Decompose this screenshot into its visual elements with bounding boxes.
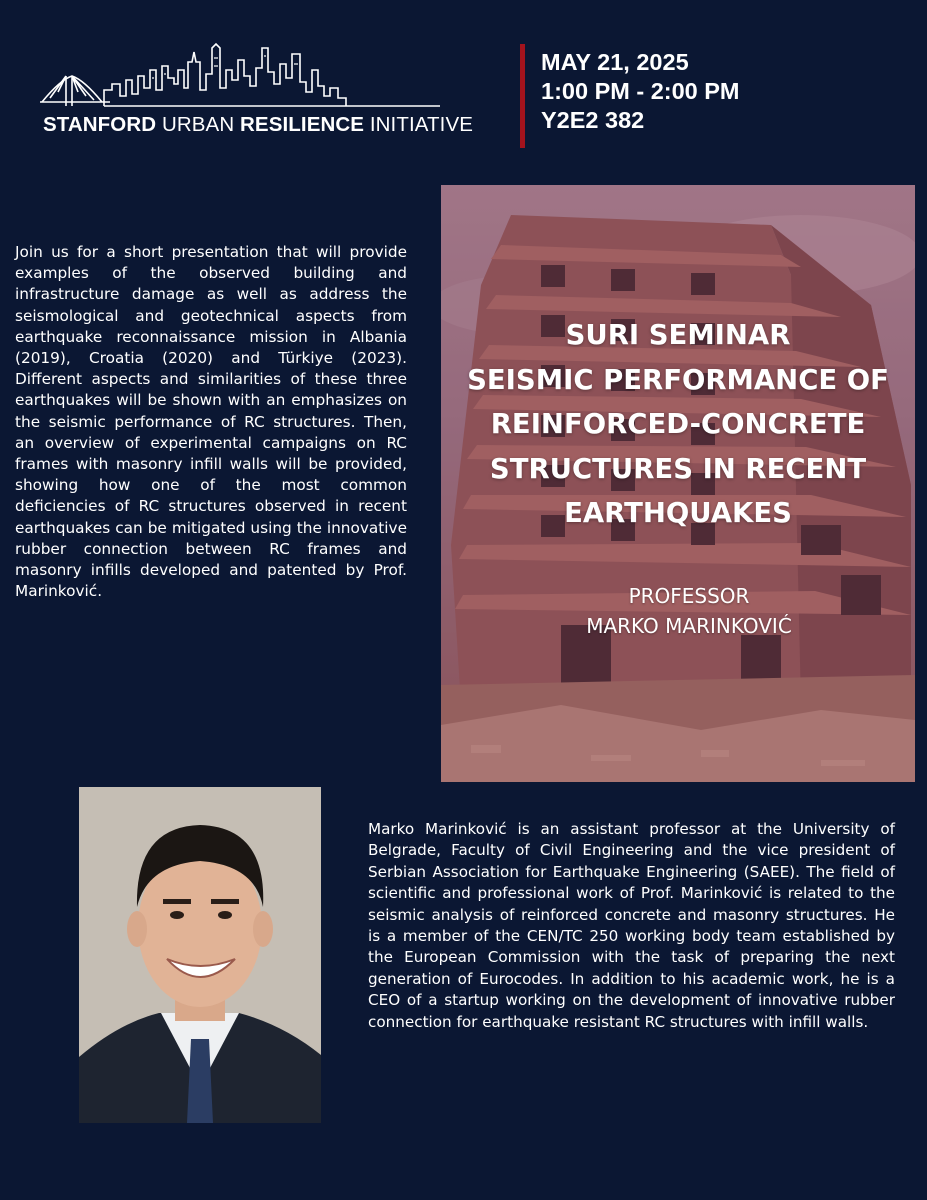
logo-word-urban: URBAN xyxy=(161,113,235,136)
logo-word-stanford: STANFORD xyxy=(43,113,157,136)
header-divider xyxy=(520,44,525,148)
event-location: Y2E2 382 xyxy=(541,107,645,133)
seminar-title-line-4: STRUCTURES IN RECENT xyxy=(489,452,867,485)
suri-logo xyxy=(40,40,500,140)
speaker-heading xyxy=(441,581,915,641)
speaker-portrait xyxy=(79,787,321,1123)
event-date: MAY 21, 2025 xyxy=(541,49,689,75)
logo-word-resilience: RESILIENCE xyxy=(240,113,365,136)
logo-wordmark xyxy=(43,113,473,137)
seminar-abstract: Join us for a short presentation that will provide examples of the observed building and infrastructure damage as well as address the seismological and geotechnical aspects from earthquake reconnaissance mission in Albania (2019), Croatia (2020) and Türkiye (2023). Different aspects and similarities of these three earthquakes will be shown with an emphasizes on the seismic performance of RC structures. Then, an overview of experimental campaigns on RC frames with masonry infill walls will be provided, showing how one of the most common deficiencies of RC structures observed in recent earthquakes can be mitigated using the innovative rubber connection between RC frames and masonry infills developed and patented by Prof. Marinković. xyxy=(15,243,407,601)
seminar-title-line-5: EARTHQUAKES xyxy=(564,497,792,529)
logo-word-initiative: INITIATIVE xyxy=(369,113,473,136)
seminar-title xyxy=(441,313,915,536)
skyline-icon xyxy=(40,40,500,115)
seminar-title-line-2: SEISMIC PERFORMANCE OF xyxy=(467,363,889,396)
speaker-name: MARKO MARINKOVIĆ xyxy=(586,614,792,638)
seminar-title-line-3: REINFORCED-CONCRETE xyxy=(490,408,866,440)
hero-panel xyxy=(441,185,915,782)
speaker-photo xyxy=(79,787,321,1123)
speaker-role: PROFESSOR xyxy=(628,584,750,608)
event-info xyxy=(541,48,740,135)
speaker-bio: Marko Marinković is an assistant professor at the University of Belgrade, Faculty of Civil Engineering and the vice president of Serbian Association for Earthquake Engineering (SAEE). The field of scientific and professional work of Prof. Marinković is related to the seismic analysis of reinforced concrete and masonry structures. He is a member of the CEN/TC 250 working body team established by the European Commission with the task of preparing the next generation of Eurocodes. In addition to his academic work, he is a CEO of a startup working on the development of innovative rubber connection for earthquake resistant RC structures with infill walls. xyxy=(368,820,895,1031)
event-time: 1:00 PM - 2:00 PM xyxy=(541,78,740,104)
seminar-title-line-1: SURI SEMINAR xyxy=(565,319,791,351)
